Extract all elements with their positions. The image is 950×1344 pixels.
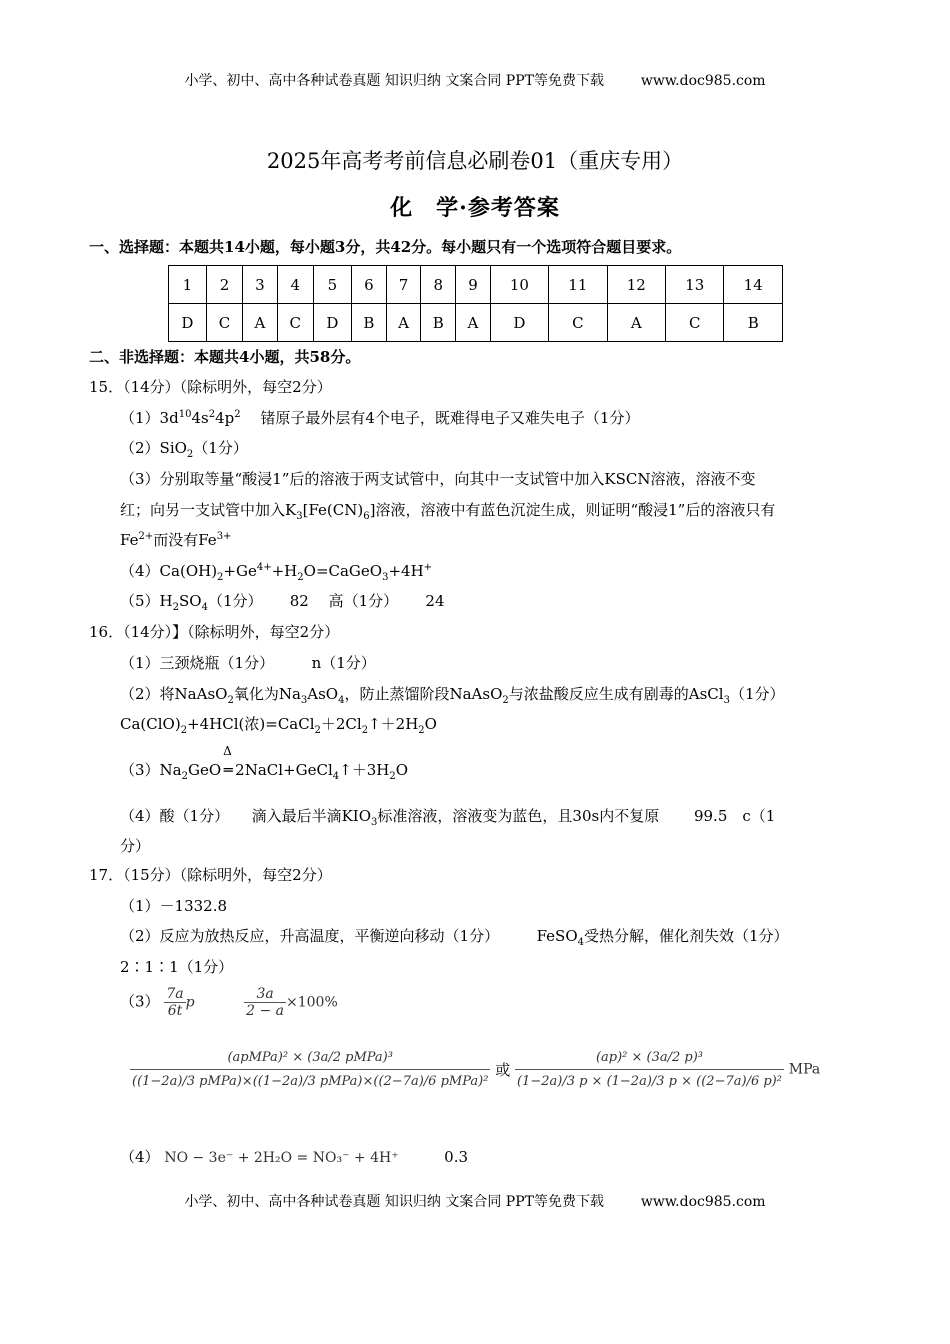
electrode-equation: NO − 3e⁻ + 2H₂O = NO₃⁻ + 4H⁺ bbox=[164, 1150, 399, 1166]
q16-heading: 16．（14分）】（除标明外，每空2分） bbox=[89, 623, 340, 641]
table-cell-number: 10 bbox=[490, 266, 548, 304]
q17-answer-1: （1）－1332.8 bbox=[120, 897, 228, 915]
table-cell-number: 8 bbox=[421, 266, 456, 304]
table-cell-answer: C bbox=[277, 304, 313, 342]
answer-table bbox=[168, 265, 783, 342]
q16-answer-1: （1）三颈烧瓶（1分） n（1分） bbox=[120, 654, 376, 672]
q17-answer-3-label: （3） bbox=[120, 992, 160, 1011]
kp-expression: $\frac{\text{(apMPa)² × (3a/2 pMPa)³}}{\text{((1−2a)/3 pMPa)×((1−2a)/3 pMPa)×((2−7a)/6 pMPa)²}}$ 或 $\frac{\text{(ap)² × (3a/2 p)³}}{\text{(1−2a)/3 p × (1−2a)/3 p × ((2−7a)/6 p)²}}$ MPa bbox=[132, 1050, 821, 1089]
document-subtitle: 化 学·参考答案 bbox=[390, 195, 560, 221]
header-url: www.doc985.com bbox=[640, 73, 766, 89]
table-cell-answer: A bbox=[456, 304, 490, 342]
table-cell-number: 2 bbox=[206, 266, 242, 304]
q17-answer-3: （3） $\frac{7a}{6t}$ p $\frac{3a}{2 - a}$ ×100% bbox=[120, 986, 338, 1019]
heating-delta-symbol: Δ bbox=[223, 744, 232, 758]
table-cell-number: 9 bbox=[456, 266, 490, 304]
q15-heading: 15．（14分）（除标明外，每空2分） bbox=[89, 378, 332, 396]
document-title: 2025年高考考前信息必刷卷01（重庆专用） bbox=[266, 149, 684, 173]
table-cell-answer: B bbox=[351, 304, 386, 342]
answer-table-answer-row bbox=[169, 304, 783, 342]
q15-answer-1: $(1)3d^{10}4s^24p^2$ 锗原子最外层有4个电子，既难得电子又难失电子（1分） bbox=[120, 409, 640, 427]
q15-answer-5: $(5)H_2SO_4(1$分） 82 高（1分） 24 bbox=[120, 592, 445, 613]
table-cell-answer: C bbox=[666, 304, 724, 342]
table-cell-answer: B bbox=[421, 304, 456, 342]
footer-text: 小学、初中、高中各种试卷真题 知识归纳 文案合同 PPT等免费下载 bbox=[184, 1194, 604, 1210]
table-cell-number: 1 bbox=[169, 266, 207, 304]
q17-answer-2-line-2: 2∶1∶1（1分） bbox=[120, 958, 234, 976]
table-cell-number: 4 bbox=[277, 266, 313, 304]
q15-answer-4: $(4)Ca(OH)_2+Ge^{4+}+H_2O=CaGeO_3+4H^+$ bbox=[120, 562, 433, 583]
rate-fraction: $\frac{7a}{6t}$ bbox=[166, 986, 184, 1019]
q16-answer-2-line-1: （2）将NaAsO$_2$氧化为$Na_3AsO_4$，防止蒸馏阶段NaAsO$_2$与浓盐酸反应生成有剧毒的AsCl$_3$（1分） bbox=[120, 685, 785, 706]
page-footer bbox=[0, 1191, 950, 1211]
q15-answer-3-line-1: （3）分别取等量“酸浸1”后的溶液于两支试管中，向其中一支试管中加入KSCN溶液，溶液不变 bbox=[120, 470, 756, 488]
q16-answer-4-line-1: （4）酸（1分） 滴入最后半滴$KIO_3$标准溶液，溶液变为蓝色，且30s内不复原 99.5 c（1 bbox=[120, 807, 776, 828]
table-cell-answer: D bbox=[169, 304, 207, 342]
q17-heading: 17．（15分）（除标明外，每空2分） bbox=[89, 866, 332, 884]
table-cell-number: 13 bbox=[666, 266, 724, 304]
q16-answer-3: $(3)Na_2GeO$ Δ ═ $2NaCl+GeCl_4↑+3H_2O$ bbox=[120, 744, 409, 782]
table-cell-answer: D bbox=[313, 304, 351, 342]
q17-answer-4: （4） NO − 3e⁻ + 2H₂O = NO₃⁻ + 4H⁺ 0.3 bbox=[120, 1148, 469, 1166]
table-cell-answer: C bbox=[549, 304, 607, 342]
kp-fraction-without-units: $\frac{\text{(ap)² × (3a/2 p)³}}{\text{(1−2a)/3 p × (1−2a)/3 p × ((2−7a)/6 p)²}}$ bbox=[516, 1050, 782, 1089]
table-cell-number: 5 bbox=[313, 266, 351, 304]
table-cell-number: 12 bbox=[607, 266, 665, 304]
electron-value: 0.3 bbox=[444, 1148, 469, 1166]
section-1-heading: 一、选择题：本题共14小题，每小题3分，共42分。每小题只有一个选项符合题目要求。 bbox=[89, 238, 682, 256]
conversion-fraction: $\frac{3a}{2 - a}$ bbox=[246, 986, 285, 1019]
table-cell-answer: B bbox=[724, 304, 783, 342]
q16-answer-2-line-2: $Ca(ClO)_2+4HCl$(浓)$=CaCl_2+2Cl_2↑+2H_2O$ bbox=[120, 715, 437, 736]
table-cell-answer: D bbox=[490, 304, 548, 342]
table-cell-answer: A bbox=[607, 304, 665, 342]
table-cell-number: 7 bbox=[386, 266, 420, 304]
q15-answer-3-line-3: $Fe^{2+}$而没有$Fe^{3+}$ bbox=[120, 531, 232, 549]
page-header bbox=[0, 70, 950, 90]
table-cell-number: 3 bbox=[243, 266, 277, 304]
q16-answer-4-line-2: 分） bbox=[120, 837, 151, 855]
q15-answer-3-line-2: 红；向另一支试管中加入$K_3[Fe(CN)_6]$溶液，溶液中有蓝色沉淀生成，则证明“酸浸1”后的溶液只有 bbox=[120, 501, 776, 522]
table-cell-number: 11 bbox=[549, 266, 607, 304]
header-text: 小学、初中、高中各种试卷真题 知识归纳 文案合同 PPT等免费下载 bbox=[184, 73, 604, 89]
table-cell-number: 6 bbox=[351, 266, 386, 304]
section-2-heading: 二、非选择题：本题共4小题，共58分。 bbox=[89, 348, 361, 366]
answer-table-number-row bbox=[169, 266, 783, 304]
table-cell-answer: A bbox=[243, 304, 277, 342]
footer-url: www.doc985.com bbox=[640, 1194, 766, 1210]
table-cell-number: 14 bbox=[724, 266, 783, 304]
q15-answer-2: （2）SiO$_2$（1分） bbox=[120, 439, 248, 460]
table-cell-answer: C bbox=[206, 304, 242, 342]
table-cell-answer: A bbox=[386, 304, 420, 342]
q17-answer-2-line-1: （2）反应为放热反应，升高温度，平衡逆向移动（1分） FeSO$_4$受热分解，催化剂失效（1分） bbox=[120, 927, 789, 948]
kp-fraction-with-units: $\frac{\text{(apMPa)² × (3a/2 pMPa)³}}{\text{((1−2a)/3 pMPa)×((1−2a)/3 pMPa)×((2−7a)/6 pMPa)²}}$ bbox=[132, 1050, 489, 1089]
